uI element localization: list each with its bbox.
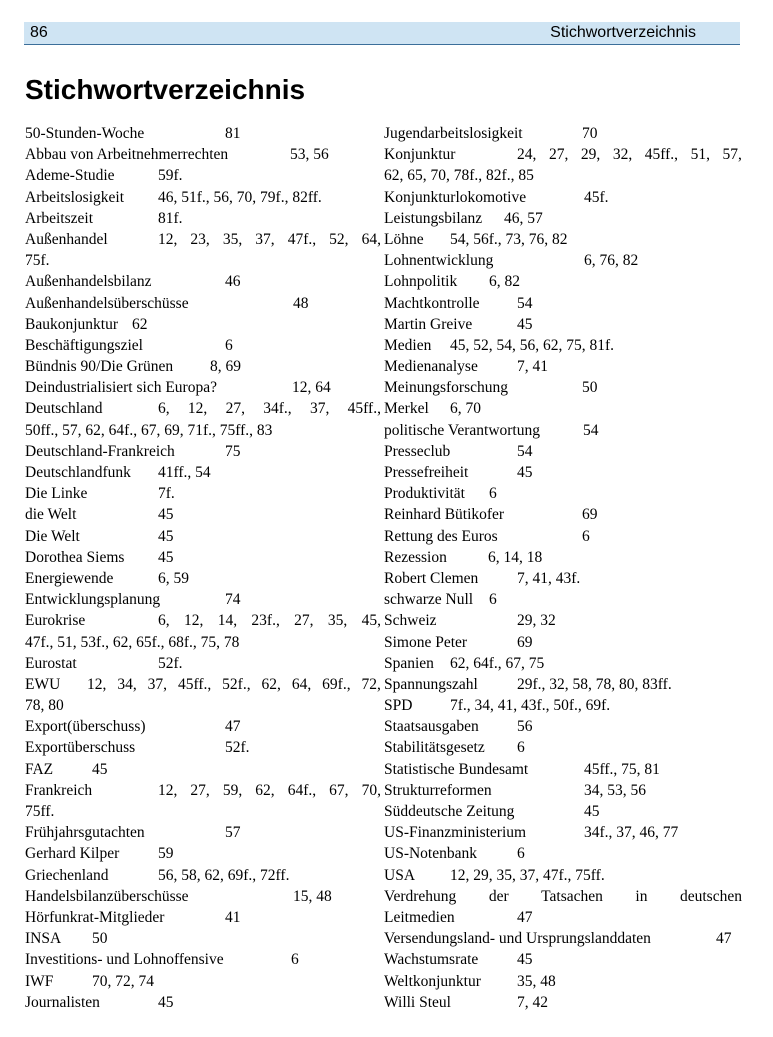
- index-line: [25, 123, 381, 144]
- index-pages: 56: [517, 718, 533, 736]
- index-term: die Welt: [25, 506, 77, 524]
- index-line: [384, 441, 742, 462]
- index-pages: 53, 56: [290, 146, 329, 164]
- index-line: [25, 293, 381, 314]
- index-term: Stabilitätsgesetz: [384, 739, 485, 757]
- index-term: Energiewende: [25, 569, 114, 587]
- page-ref: 62,: [261, 675, 281, 693]
- running-title: Stichwortverzeichnis: [550, 24, 696, 41]
- index-pages: 54, 56f., 73, 76, 82: [450, 230, 568, 248]
- index-term: Süddeutsche Zeitung: [384, 803, 515, 820]
- index-term: Martin Greive: [384, 315, 473, 333]
- page-ref: 27,: [225, 400, 245, 418]
- index-line: [384, 377, 742, 398]
- index-line: [384, 589, 742, 610]
- page-ref: 6,: [158, 612, 170, 630]
- index-pages: 52f.: [225, 739, 250, 757]
- index-line: [25, 949, 381, 970]
- index-pages-continued: 62, 65, 70, 78f., 82f., 85: [384, 167, 534, 185]
- index-line: [384, 483, 742, 504]
- index-pages: 45: [92, 760, 108, 778]
- index-pages: 7f., 34, 41, 43f., 50f., 69f.: [450, 697, 611, 715]
- index-term: Eurokrise: [25, 612, 86, 630]
- index-pages: 12, 64: [292, 379, 331, 397]
- index-line: [25, 759, 381, 780]
- index-term: Machtkontrolle: [384, 294, 480, 312]
- index-term: Meinungsforschung: [384, 379, 508, 397]
- index-pages: 50: [582, 379, 598, 397]
- index-term: Leitmedien: [384, 908, 455, 926]
- index-term: 50-Stunden-Woche: [25, 125, 145, 142]
- index-term: EWU: [25, 675, 61, 693]
- page-ref: 12,: [183, 612, 204, 630]
- index-line: [384, 229, 742, 250]
- page-ref: 51,: [690, 146, 710, 164]
- index-term: Deutschlandfunk: [25, 464, 131, 481]
- index-line: [25, 483, 381, 504]
- index-line: [384, 165, 742, 186]
- page-ref: 34,: [117, 675, 137, 693]
- index-pages: 81: [225, 125, 241, 142]
- index-line: [25, 992, 381, 1013]
- index-line: [384, 526, 742, 547]
- index-line: [25, 865, 381, 886]
- index-term: Simone Peter: [384, 633, 468, 651]
- index-pages: 12, 29, 35, 37, 47f., 75ff.: [450, 866, 605, 884]
- page-ref: 14,: [217, 612, 238, 630]
- index-line: [384, 314, 742, 335]
- index-line: [384, 653, 742, 674]
- index-pages: 6: [225, 336, 233, 354]
- index-term: Außenhandelsbilanz: [25, 273, 152, 291]
- index-line: [25, 589, 381, 610]
- index-line: [384, 801, 742, 822]
- page-ref: 37,: [255, 230, 275, 248]
- index-term: politische Verantwortung: [384, 421, 540, 439]
- term-word: Verdrehung: [384, 887, 457, 905]
- index-pages: 70, 72, 74: [92, 972, 154, 990]
- index-line: [384, 144, 742, 165]
- running-header: [24, 22, 740, 45]
- index-pages: 45: [158, 548, 174, 566]
- page-ref: 27,: [190, 781, 210, 799]
- index-pages: 69: [582, 506, 598, 524]
- index-pages-continued: 50ff., 57, 62, 64f., 67, 69, 71f., 75ff., 83: [25, 421, 273, 439]
- index-line: [25, 526, 381, 547]
- index-line: [25, 441, 381, 462]
- index-line: [384, 907, 742, 928]
- index-pages-continued: 47f., 51, 53f., 62, 65f., 68f., 75, 78: [25, 633, 240, 651]
- index-term: Versendungsland- und Ursprungslanddaten: [384, 930, 651, 948]
- index-term: Löhne: [384, 230, 424, 248]
- index-pages-continued: 75f.: [25, 252, 50, 270]
- index-term: Frankreich: [25, 781, 93, 799]
- index-line: [25, 229, 381, 250]
- index-term: Strukturreformen: [384, 781, 492, 799]
- index-line: [384, 971, 742, 992]
- index-term: INSA: [25, 930, 62, 948]
- index-term: US-Notenbank: [384, 845, 477, 863]
- index-line: [384, 886, 742, 907]
- index-pages: 45: [584, 803, 600, 820]
- index-line: [384, 398, 742, 419]
- index-column-right: [384, 123, 742, 1013]
- index-term: Investitions- und Lohnoffensive: [25, 951, 224, 969]
- page-title: Stichwortverzeichnis: [25, 74, 306, 105]
- index-term: Presseclub: [384, 442, 451, 460]
- index-line: [384, 271, 742, 292]
- page-ref: 32,: [612, 146, 633, 164]
- index-term: Beschäftigungsziel: [25, 336, 143, 354]
- index-line: [25, 377, 381, 398]
- index-term: Gerhard Kilper: [25, 845, 120, 863]
- index-term: Entwicklungsplanung: [25, 591, 161, 609]
- index-line: [25, 314, 381, 335]
- index-pages: [517, 144, 742, 165]
- index-line: [384, 780, 742, 801]
- page-ref: 27,: [548, 146, 569, 164]
- index-pages: 54: [583, 421, 599, 439]
- page-ref: 45,: [361, 612, 381, 630]
- index-pages: 69: [517, 633, 533, 651]
- index-term: Dorothea Siems: [25, 548, 125, 566]
- page-ref: 59,: [222, 781, 243, 799]
- index-pages: 54: [517, 442, 533, 460]
- index-term: Reinhard Bütikofer: [384, 506, 505, 524]
- index-line: [25, 568, 381, 589]
- index-term: Eurostat: [25, 654, 77, 672]
- index-term: Lohnentwicklung: [384, 252, 494, 270]
- index-term: Außenhandel: [25, 230, 108, 248]
- term-word: in: [635, 887, 648, 905]
- index-term: Ademe-Studie: [25, 167, 115, 185]
- index-line: [25, 716, 381, 737]
- index-line: [384, 610, 742, 631]
- index-pages: 7f.: [158, 485, 175, 503]
- page-ref: 6,: [158, 400, 170, 418]
- page-ref: 57,: [722, 146, 742, 164]
- index-pages: 47: [716, 930, 732, 948]
- index-term: Medienanalyse: [384, 358, 478, 376]
- index-term: Handelsbilanzüberschüsse: [25, 887, 189, 905]
- index-line: [384, 356, 742, 377]
- index-line: [25, 843, 381, 864]
- index-line: [384, 949, 742, 970]
- index-line: [25, 165, 381, 186]
- index-term: Willi Steul: [384, 993, 451, 1011]
- index-line: [384, 822, 742, 843]
- index-line: [25, 144, 381, 165]
- page-ref: 35,: [327, 612, 348, 630]
- index-term: Griechenland: [25, 866, 109, 884]
- index-line: [25, 462, 381, 483]
- index-pages: [87, 674, 381, 695]
- index-term: Produktivität: [384, 485, 465, 503]
- index-pages: 34f., 37, 46, 77: [584, 824, 679, 842]
- index-pages: 52f.: [158, 654, 183, 672]
- page-ref: 24,: [517, 146, 537, 164]
- term-word: der: [488, 887, 509, 905]
- index-line: [25, 674, 381, 695]
- index-term: Baukonjunktur: [25, 315, 118, 333]
- page-ref: 72,: [361, 675, 381, 693]
- index-pages: 45: [158, 506, 174, 524]
- index-term: Deutschland-Frankreich: [25, 442, 175, 460]
- index-line: [25, 398, 381, 419]
- index-line: [25, 971, 381, 992]
- index-term: Schweiz: [384, 612, 437, 630]
- index-pages: 45: [158, 993, 174, 1011]
- index-term: Exportüberschuss: [25, 739, 136, 757]
- index-term: Abbau von Arbeitnehmerrechten: [25, 146, 229, 164]
- index-pages: 6, 82: [489, 273, 520, 291]
- index-term: Außenhandelsüberschüsse: [25, 294, 189, 312]
- index-line: [25, 356, 381, 377]
- index-pages: 59: [158, 845, 174, 863]
- index-pages: 8, 69: [210, 358, 241, 376]
- index-line: [25, 822, 381, 843]
- index-pages: 45: [517, 464, 533, 481]
- index-term: Leistungsbilanz: [384, 209, 483, 227]
- index-line: [384, 187, 742, 208]
- index-pages: 6: [517, 739, 525, 757]
- index-term: Konjunkturlokomotive: [384, 188, 527, 206]
- index-pages: 45, 52, 54, 56, 62, 75, 81f.: [450, 336, 615, 354]
- index-line: [25, 928, 381, 949]
- index-pages: 46, 51f., 56, 70, 79f., 82ff.: [158, 188, 322, 206]
- index-term: Konjunktur: [384, 146, 456, 164]
- index-pages: 6, 59: [158, 569, 189, 587]
- page-ref: 52f.,: [222, 675, 251, 693]
- index-pages: 35, 48: [517, 972, 556, 990]
- index-pages: 47: [225, 718, 241, 736]
- page-ref: 67,: [329, 781, 349, 799]
- index-term: [384, 886, 742, 907]
- index-pages-continued: 78, 80: [25, 697, 64, 715]
- index-term: Arbeitslosigkeit: [25, 188, 125, 206]
- index-pages: 45: [517, 951, 533, 969]
- index-pages: 29, 32: [517, 612, 556, 630]
- index-line: [384, 123, 742, 144]
- index-pages: 6, 70: [450, 400, 481, 418]
- index-pages: 29f., 32, 58, 78, 80, 83ff.: [517, 675, 672, 693]
- page-ref: 27,: [294, 612, 314, 630]
- page-ref: 35,: [222, 230, 243, 248]
- index-term: schwarze Null: [384, 591, 474, 609]
- index-pages: 75: [225, 442, 241, 460]
- index-term: Rezession: [384, 548, 447, 566]
- index-term: Spanien: [384, 654, 434, 672]
- index-pages: 6: [291, 951, 299, 969]
- index-column-left: [25, 123, 381, 1013]
- index-term: Statistische Bundesamt: [384, 760, 529, 778]
- index-term: Spannungszahl: [384, 675, 478, 693]
- index-line: [384, 632, 742, 653]
- index-line: [25, 886, 381, 907]
- index-pages: 70: [582, 125, 598, 142]
- index-line: [25, 610, 381, 631]
- index-pages: 6: [517, 845, 525, 863]
- index-line: [384, 420, 742, 441]
- index-pages: 15, 48: [293, 887, 332, 905]
- page-ref: 23,: [190, 230, 210, 248]
- page-ref: 64,: [361, 230, 381, 248]
- index-line: [25, 780, 381, 801]
- index-pages: [158, 229, 381, 250]
- term-word: deutschen: [679, 887, 742, 905]
- index-pages: 46: [225, 273, 241, 291]
- index-term: Merkel: [384, 400, 429, 418]
- index-pages: 45f.: [584, 188, 609, 206]
- index-line: [25, 801, 381, 822]
- index-term: Lohnpolitik: [384, 273, 458, 291]
- index-term: Deutschland: [25, 400, 103, 418]
- index-term: Export(überschuss): [25, 718, 146, 736]
- index-term: Deindustrialisiert sich Europa?: [25, 379, 217, 397]
- index-pages: 6, 14, 18: [488, 548, 543, 566]
- index-line: [384, 674, 742, 695]
- index-term: Pressefreiheit: [384, 464, 469, 481]
- index-term: IWF: [25, 972, 54, 990]
- index-pages-continued: 75ff.: [25, 803, 55, 820]
- page-ref: 69f.,: [322, 675, 351, 693]
- index-line: [25, 335, 381, 356]
- index-pages: [158, 780, 381, 801]
- page-ref: 62,: [255, 781, 275, 799]
- term-word: Tatsachen: [541, 887, 603, 905]
- index-pages: 45: [158, 527, 174, 545]
- index-pages: 6: [489, 485, 497, 503]
- index-pages: 45: [517, 315, 533, 333]
- index-term: USA: [384, 866, 416, 884]
- index-term: Die Welt: [25, 527, 80, 545]
- index-term: Frühjahrsgutachten: [25, 824, 145, 842]
- index-line: [384, 716, 742, 737]
- index-line: [384, 208, 742, 229]
- page-ref: 64f.,: [287, 781, 317, 799]
- index-line: [384, 843, 742, 864]
- index-line: [384, 547, 742, 568]
- index-pages: 54: [517, 294, 533, 312]
- index-pages: 62, 64f., 67, 75: [450, 654, 545, 672]
- index-term: US-Finanzministerium: [384, 824, 527, 842]
- page-ref: 45ff.,: [347, 400, 381, 418]
- index-pages: 7, 41, 43f.: [517, 569, 581, 587]
- index-term: Die Linke: [25, 485, 88, 503]
- index-line: [384, 928, 742, 949]
- index-term: SPD: [384, 697, 413, 715]
- page-ref: 34f.,: [263, 400, 292, 418]
- index-line: [25, 907, 381, 928]
- page-number: 86: [30, 24, 48, 41]
- index-pages: 48: [293, 294, 309, 312]
- page-ref: 12,: [158, 230, 178, 248]
- index-line: [384, 335, 742, 356]
- index-pages: 62: [132, 315, 148, 333]
- index-term: Staatsausgaben: [384, 718, 479, 736]
- index-line: [25, 632, 381, 653]
- index-pages: 41ff., 54: [158, 464, 211, 481]
- index-pages: 34, 53, 56: [584, 781, 646, 799]
- index-term: Rettung des Euros: [384, 527, 498, 545]
- index-line: [384, 250, 742, 271]
- page-ref: 52,: [329, 230, 349, 248]
- page-ref: 45ff.,: [177, 675, 212, 693]
- index-line: [384, 759, 742, 780]
- index-term: Medien: [384, 336, 432, 354]
- index-pages: 7, 42: [517, 993, 548, 1011]
- index-line: [25, 187, 381, 208]
- page-ref: 23f.,: [251, 612, 280, 630]
- index-term: Wachstumsrate: [384, 951, 479, 969]
- index-term: Bündnis 90/Die Grünen: [25, 358, 174, 376]
- index-line: [384, 568, 742, 589]
- index-line: [25, 271, 381, 292]
- index-line: [25, 737, 381, 758]
- index-pages: 81f.: [158, 209, 183, 227]
- index-pages: 46, 57: [504, 209, 543, 227]
- index-pages: 57: [225, 824, 241, 842]
- index-term: Jugendarbeitslosigkeit: [384, 125, 523, 142]
- page-ref: 12,: [187, 400, 208, 418]
- index-line: [25, 208, 381, 229]
- index-pages: 47: [517, 908, 533, 926]
- index-term: Arbeitszeit: [25, 209, 94, 227]
- index-line: [384, 992, 742, 1013]
- index-line: [384, 504, 742, 525]
- page-ref: 29,: [580, 146, 601, 164]
- index-line: [25, 695, 381, 716]
- page-ref: 37,: [309, 400, 330, 418]
- index-pages: 6: [582, 527, 590, 545]
- index-pages: 6: [489, 591, 497, 609]
- index-line: [25, 504, 381, 525]
- page-ref: 45ff.,: [644, 146, 679, 164]
- index-line: [25, 250, 381, 271]
- index-term: Journalisten: [25, 993, 100, 1011]
- index-pages: [158, 398, 381, 419]
- index-term: Robert Clemen: [384, 569, 479, 587]
- index-pages: 41: [225, 908, 241, 926]
- index-pages: 50: [92, 930, 108, 948]
- index-pages: 74: [225, 591, 241, 609]
- index-line: [25, 653, 381, 674]
- index-term: Weltkonjunktur: [384, 972, 481, 990]
- page-ref: 37,: [147, 675, 167, 693]
- index-term: Hörfunkrat-Mitglieder: [25, 908, 165, 926]
- index-line: [384, 695, 742, 716]
- index-pages: 59f.: [158, 167, 183, 185]
- index-pages: 45ff., 75, 81: [584, 760, 660, 778]
- index-line: [384, 462, 742, 483]
- index-line: [384, 737, 742, 758]
- page-ref: 47f.,: [287, 230, 317, 248]
- index-pages: 6, 76, 82: [584, 252, 639, 270]
- index-pages: 56, 58, 62, 69f., 72ff.: [158, 866, 290, 884]
- index-line: [25, 420, 381, 441]
- index-pages: [158, 610, 381, 631]
- index-term: FAZ: [25, 760, 54, 778]
- page-ref: 70,: [361, 781, 381, 799]
- page-ref: 12,: [87, 675, 107, 693]
- index-line: [25, 547, 381, 568]
- page-ref: 64,: [291, 675, 312, 693]
- index-line: [384, 293, 742, 314]
- page-ref: 12,: [158, 781, 178, 799]
- index-line: [384, 865, 742, 886]
- index-pages: 7, 41: [517, 358, 548, 376]
